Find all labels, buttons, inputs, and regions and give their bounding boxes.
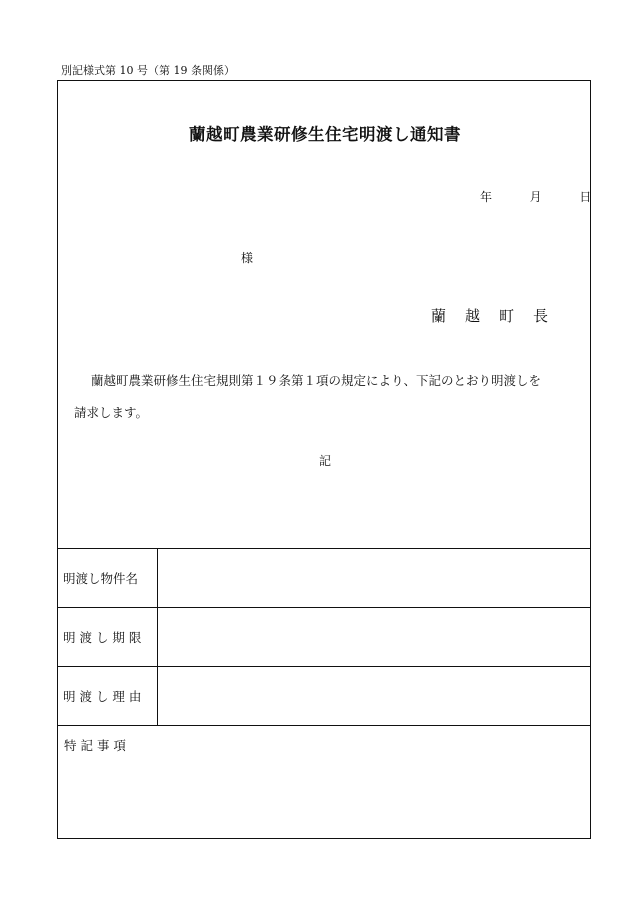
date-year: 年 (480, 190, 493, 204)
table-row (57, 549, 591, 608)
row-value-deadline[interactable] (157, 608, 591, 667)
date-line (480, 188, 591, 205)
date-day: 日 (579, 190, 592, 204)
row-value-reason[interactable] (157, 667, 591, 726)
document-frame (57, 80, 591, 839)
body-text-line-2: 請求します。 (74, 405, 149, 420)
special-notes-label: 特 記 事 項 (64, 738, 126, 753)
issuer-name: 蘭 越 町 長 (431, 307, 551, 325)
form-number-label: 別記様式第 10 号（第 19 条関係） (61, 64, 235, 77)
row-label-property: 明渡し物件名 (57, 549, 157, 608)
details-table (57, 548, 591, 726)
row-label-deadline: 明 渡 し 期 限 (57, 608, 157, 667)
recipient-suffix: 様 (241, 251, 254, 265)
table-row (57, 667, 591, 726)
ki-heading: 記 (318, 454, 331, 468)
table-row (57, 608, 591, 667)
body-text-line-1: 蘭越町農業研修生住宅規則第１９条第１項の規定により、下記のとおり明渡しを (91, 373, 542, 388)
row-label-reason: 明 渡 し 理 由 (57, 667, 157, 726)
date-month: 月 (529, 190, 542, 204)
row-value-property[interactable] (157, 549, 591, 608)
document-title: 蘭越町農業研修生住宅明渡し通知書 (189, 125, 461, 144)
